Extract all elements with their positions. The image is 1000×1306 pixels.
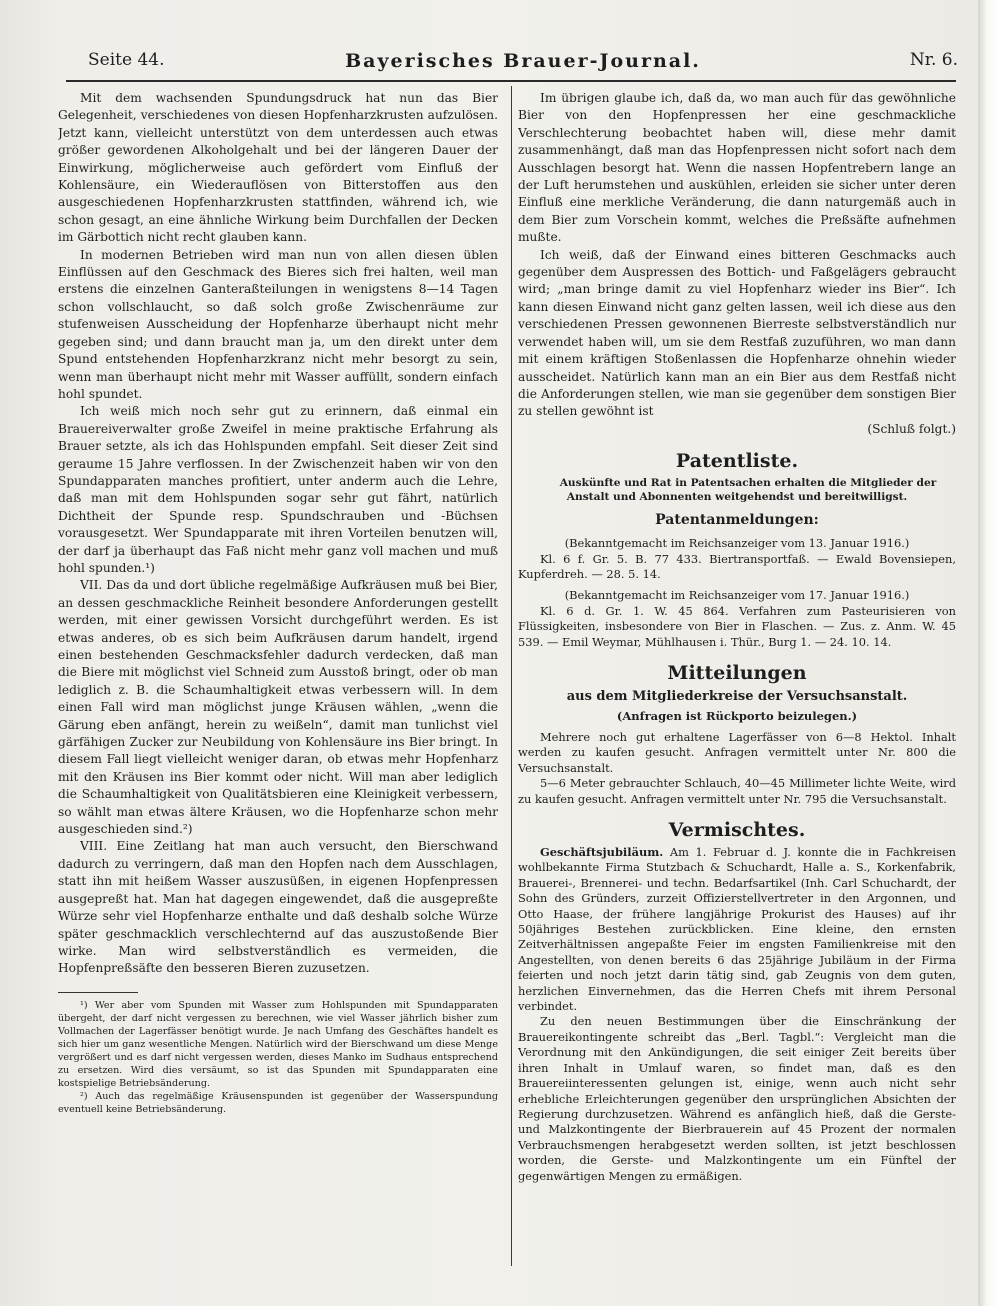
footnote-rule (58, 992, 138, 993)
left-paragraph-4: VII. Das da und dort übliche regelmäßige Aufkräusen muß bei Bier, an dessen geschmackliche Reinheit besondere Anforderungen gestellt werden, mit einer gewissen Vorsicht durchgeführt werden. Es ist etwas anderes, ob es sich beim Aufkräusen darum handelt, irgend einen bestehenden Geschmacksfehler dadurch verdecken, daß man die Biere mit möglichst viel Schneid zum Ausstoß bringt, oder ob man lediglich z. B. die Schaumhaltigkeit etwas verbessern will. In dem einen Fall wird man möglichst junge Kräusen wählen, „wenn die Gärung eben anfängt, herein zu weißeln“, damit man tunlichst viel gärfähigen Zucker zur Neubildung von Kohlensäure ins Bier bringt. In diesem Fall liegt vielleicht weniger daran, ob etwas mehr Hopfenharz mit den Kräusen ins Bier kommt oder nicht. Will man aber lediglich die Schaumhaltigkeit von Qualitätsbieren eine Kleinigkeit verbessern, so wählt man etwas ältere Kräusen, wo die Hopfenharze schon mehr ausgeschieden sind.²) (58, 578, 498, 837)
right-paragraph-2: Ich weiß, daß der Einwand eines bitteren Geschmacks auch gegenüber dem Auspressen des Bottich- und Faßgelägers gebraucht wird; „man bringe damit zu viel Hopfenharz wieder ins Bier“. Ich kann diesen Einwand nicht ganz gelten lassen, weil ich diese aus den verschiedenen Pressen gewonnenen Bierreste selbstverständlich nur verwendet haben will, um sie dem Restfaß zuzuführen, wo man dann mit einem kräftigen Stoßenlassen die Hopfenharze ohnehin wieder ausscheidet. Natürlich kann man an ein Bier aus dem Restfaß nicht die Anforderungen stellen, wie man sie gegenüber dem sonstigen Bier zu stellen gewöhnt ist (518, 247, 956, 419)
patent-entry-2: Kl. 6 d. Gr. 1. W. 45 864. Verfahren zum Pasteurisieren von Flüssigkeiten, insbesondere von Bier in Flaschen. — Zus. z. Anm. W. 45 539. — Emil Weymar, Mühlhausen i. Thür., Burg 1. — 24. 10. 14. (518, 603, 956, 649)
page-binding-edge (978, 0, 1000, 1306)
misc-item-2: Zu den neuen Bestimmungen über die Einschränkung der Brauereikontingente schreibt das „Berl. Tagbl.“: Vergleicht man die Verordnung mit den Ankündigungen, die seit einiger Zeit bereits über ihren Inhalt in Umlauf waren, so findet man, daß es den Brauereiinteressenten gelungen ist, einige, wenn auch nicht sehr erhebliche Erleichterungen gegenüber den ursprünglichen Absichten der Regierung durchzusetzen. Während es anfänglich hieß, daß die Gerste- und Malzkontingente der Bierbrauerein auf 45 Prozent der normalen Verbrauchsmengen herabgesetzt werden sollten, ist jetzt beschlossen worden, die Gerste- und Malzkontingente um ein Fünftel der gegenwärtigen Mengen zu ermäßigen. (518, 1014, 956, 1183)
miscellaneous-title: Vermischtes. (668, 819, 806, 841)
footnote-1: ¹) Wer aber vom Spunden mit Wasser zum Hohlspunden mit Spundapparaten übergeht, der darf nicht vergessen zu berechnen, wie viel Wasser jährlich bisher zum Vollmachen der Lagerfässer benötigt wurde. Je nach Umfang des Geschäftes handelt es sich hier um ganz wesentliche Mengen. Natürlich wird der Bierschwand um diese Menge vergrößert und es darf nicht vergessen werden, dieses Manko im Sudhaus entsprechend zu ersetzen. Wird dies versäumt, so ist das Spunden mit Spundapparaten eine kostspielige Betriebsänderung. (58, 999, 498, 1089)
header-rule (66, 80, 956, 82)
announcement-2: 5—6 Meter gebrauchter Schlauch, 40—45 Millimeter lichte Weite, wird zu kaufen gesucht. Anfragen vermittelt unter Nr. 795 die Versuchsanstalt. (518, 776, 956, 806)
left-paragraph-1: Mit dem wachsenden Spundungsdruck hat nun das Bier Gelegenheit, verschiedenes von diesen Hopfenharzkrusten aufzulösen. Jetzt kann, vielleicht unterstützt von dem unterdessen auch etwas größer gewordenen Alkoholgehalt und bei der längeren Dauer der Einwirkung, möglicherweise auch gefördert vom Einfluß der Kohlensäure, ein Wiederauflösen von Bitterstoffen aus den ausgeschiedenen Hopfenharzkrusten stattfinden, während ich, wie schon gesagt, an eine ähnliche Wirkung beim Durchfallen der Decken im Gärbottich nicht recht glauben kann. (58, 91, 498, 245)
left-paragraph-3: Ich weiß mich noch sehr gut zu erinnern, daß einmal ein Brauereiverwalter große Zweifel in meine praktische Erfahrung als Brauer setzte, als ich das Hohlspunden empfahl. Seit dieser Zeit sind geraume 15 Jahre verflossen. In der Zwischenzeit haben wir von den Spundapparaten manches profitiert, unter anderm auch die Lehre, daß man mit dem Hohlspunden sogar sehr gut fährt, natürlich Dichtheit der Spunde resp. Spundschrauben und -Büchsen vorausgesetzt. Wer Spundapparate mit ihren Vorteilen benutzen will, der darf ja überhaupt das Faß nicht mehr ganz voll machen und muß hohl spunden.¹) (58, 404, 498, 575)
footnote-2: ²) Auch das regelmäßige Kräusenspunden ist gegenüber der Wasserspundung eventuell keine Betriebsänderung. (58, 1090, 498, 1115)
announcement-1: Mehrere noch gut erhaltene Lagerfässer von 6—8 Hektol. Inhalt werden zu kaufen gesucht. Anfragen vermittelt unter Nr. 800 die Versuchsanstalt. (518, 729, 956, 775)
right-column (518, 90, 956, 1300)
announcements-note: (Anfragen ist Rückporto beizulegen.) (616, 708, 858, 723)
column-divider (511, 86, 512, 1266)
misc-item-1-lead: Geschäftsjubiläum. (540, 845, 664, 859)
announcements-subtitle: aus dem Mitgliederkreise der Versuchsanstalt. (566, 688, 908, 704)
journal-title: Bayerisches Brauer-Journal. (345, 50, 701, 72)
page-header (88, 50, 958, 82)
patent-applications-heading: Patentanmeldungen: (655, 512, 819, 529)
issue-number: Nr. 6. (909, 50, 958, 70)
right-paragraph-1: Im übrigen glaube ich, daß da, wo man auch für das gewöhnliche Bier von den Hopfenpressen her eine geschmackliche Verschlechterung beobachtet haben will, diese mehr damit zusammenhängt, daß man das Hopfenpressen nicht sofort nach dem Ausschlagen besorgt hat. Wenn die nassen Hopfentrebern lange an der Luft herumstehen und auskühlen, erleiden sie sicher unter deren Einfluß eine merkliche Veränderung, die dann naturgemäß auch in dem Bier zum Vorschein kommt, welches die Preßsäfte aufnehmen mußte. (518, 91, 956, 245)
left-column (58, 90, 498, 1295)
patent-entry-1: Kl. 6 f. Gr. 5. B. 77 433. Biertransportfaß. — Ewald Bovensiepen, Kupferdreh. — 28. 5. 14. (518, 551, 956, 581)
left-paragraph-2: In modernen Betrieben wird man nun von allen diesen üblen Einflüssen auf den Geschmack des Bieres sich frei halten, weil man erstens die einzelnen Ganteraßteilungen in wenigstens 8—14 Tagen schon vollschlaucht, so daß solch große Zwischenräume zur stufenweisen Ausscheidung der Hopfenharze überhaupt nicht mehr gegeben sind; und dann braucht man ja, um den direkt unter dem Spund entstehenden Hopfenharzkranz nicht mehr besorgt zu sein, wenn man überhaupt nicht mehr mit Wasser auffüllt, sondern einfach hohl spundet. (58, 247, 498, 401)
announcement-date-1: (Bekanntgemacht im Reichsanzeiger vom 13. Januar 1916.) (564, 536, 910, 551)
announcements-title: Mitteilungen (667, 661, 807, 684)
page-number: Seite 44. (88, 50, 165, 70)
continued-note: (Schluß folgt.) (867, 421, 956, 436)
patent-list-subtitle: Auskünfte und Rat in Patentsachen erhalten die Mitglieder der Anstalt und Abonnenten weitgehendst und bereitwilligst. (559, 477, 937, 504)
misc-item-1 (518, 845, 956, 1014)
misc-item-1-text: Am 1. Februar d. J. konnte die in Fachkreisen wohlbekannte Firma Stutzbach & Schuchardt, Halle a. S., Korkenfabrik, Brauerei-, Brennerei- und techn. Bedarfsartikel (Inh. Carl Schuchardt, der Sohn des Gründers, zurzeit Offizierstellvertreter in den Argonnen, und Otto Haase, der frühere langjährige Prokurist des Hauses) auf ihr 50jähriges Bestehen zurückblicken. Eine kleine, den ernsten Zeitverhältnissen angepaßte Feier im engsten Familienkreise mit den Angestellten, von denen bereits 6 das 25jährige Jubiläum in der Firma feierten und noch jetzt darin tätig sind, gab Zeugnis von dem guten, herzlichen Einvernehmen, das die Herren Chefs mit ihrem Personal verbindet. (518, 845, 956, 1014)
patent-list-title: Patentliste. (675, 450, 799, 473)
announcement-date-2: (Bekanntgemacht im Reichsanzeiger vom 17. Januar 1916.) (564, 588, 910, 603)
left-paragraph-5: VIII. Eine Zeitlang hat man auch versucht, den Bierschwand dadurch zu verringern, daß man den Hopfen nach dem Ausschlagen, statt ihn mit heißem Wasser auszusüßen, in eigenen Hopfenpressen ausgepreßt hat. Man hat dagegen eingewendet, daß die ausgepreßte Würze sehr viel Hopfenharze enthalte und daß deshalb solche Würze später geschmacklich verschlechternd auf das auszustoßende Bier wirke. Man wird selbstverständlich es vermeiden, die Hopfenpreßsäfte den besseren Bieren zuzusetzen. (58, 839, 498, 976)
